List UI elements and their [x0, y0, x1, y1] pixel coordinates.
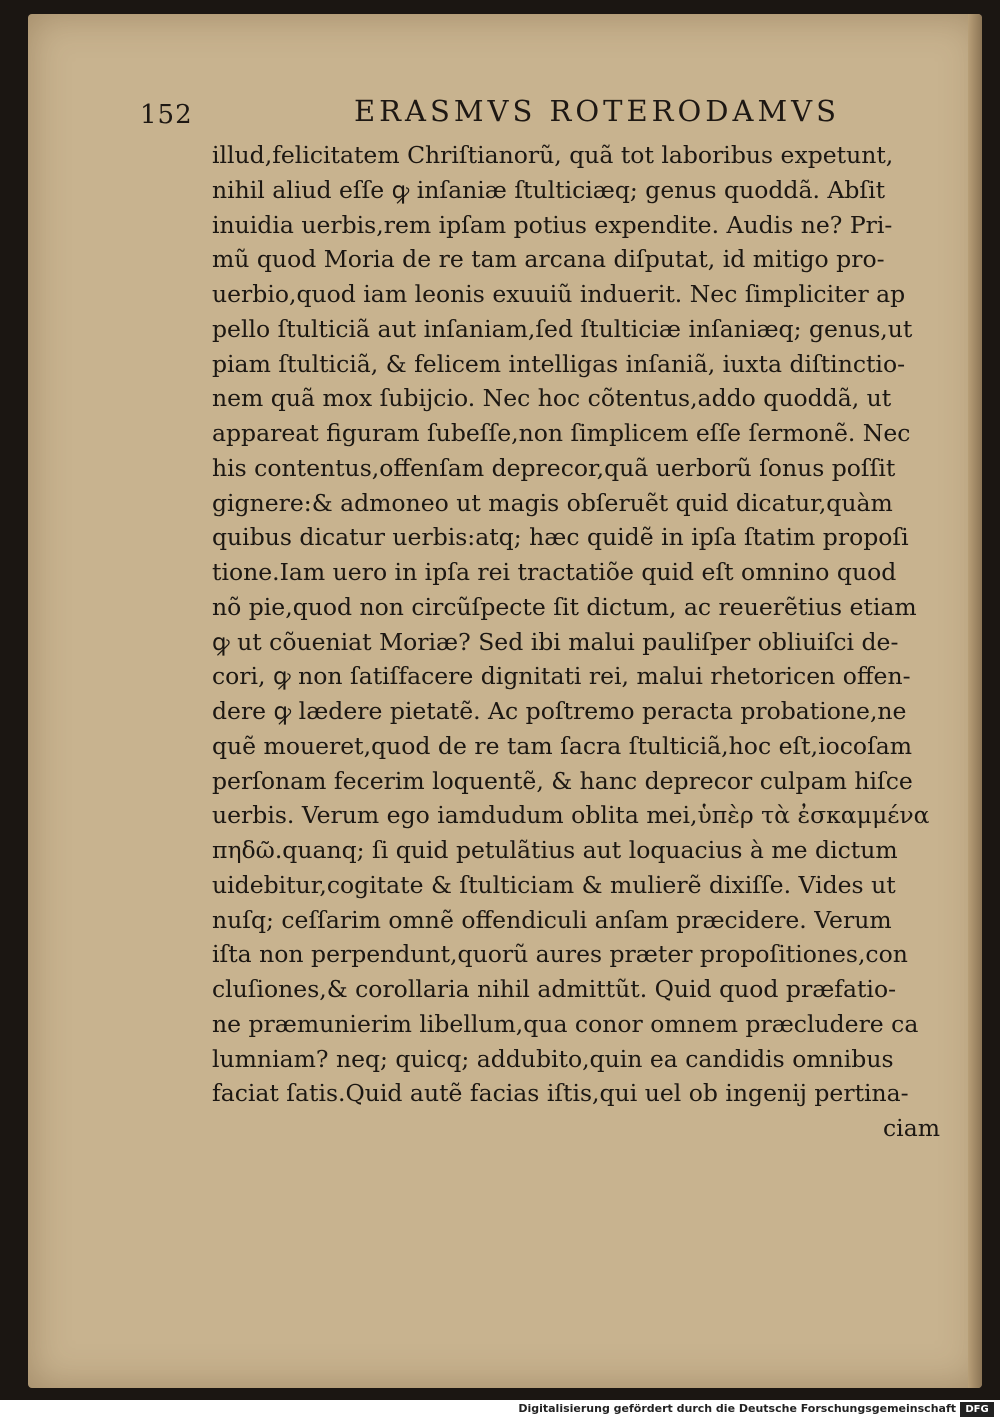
text-line: quibus dicatur uerbis:atq; hæc quidẽ in ipſa ſtatim propoſi — [212, 523, 909, 552]
dfg-logo-icon: DFG — [960, 1402, 994, 1417]
text-line: uidebitur,cogitate & ſtulticiam & mulierẽ dixiſſe. Vides ut — [212, 870, 896, 899]
text-line: uerbio,quod iam leonis exuuiũ induerit. Nec ſimpliciter ap — [212, 280, 906, 308]
text-line: iſta non perpendunt,quorũ aures præter propoſitiones,con — [212, 940, 908, 969]
text-line: quẽ moueret,quod de re tam ſacra ſtulticiã,hoc eſt,iocoſam — [212, 731, 913, 760]
text-line: ꝙ ut cõueniat Moriæ? Sed ibi malui pauliſper obliuiſci de- — [212, 627, 899, 656]
text-line: nihil aliud eſſe ꝙ inſaniæ ſtulticiæq; genus quoddã. Abſit — [212, 175, 886, 204]
text-line: lumniam? neq; quicq; addubito,quin ea candidis omnibus — [212, 1044, 894, 1073]
text-line: faciat ſatis.Quid autẽ facias iſtis,qui uel ob ingenij pertina- — [212, 1079, 909, 1108]
text-block — [212, 138, 940, 1146]
text-line: nem quã mox ſubijcio. Nec hoc cõtentus,addo quoddã, ut — [212, 384, 892, 413]
text-line: dere ꝙ lædere pietatẽ. Ac poſtremo peracta probatione,ne — [212, 697, 907, 725]
text-line: uerbis. Verum ego iamdudum oblita mei,ὑπὲρ τὰ ἐσκαμμένα — [212, 801, 930, 830]
page-edge — [968, 14, 982, 1388]
text-line: pello ſtulticiã aut inſaniam,ſed ſtulticiæ inſaniæq; genus,ut — [212, 314, 913, 343]
text-line: appareat figuram ſubeſſe,non ſimplicem eſſe ſermonẽ. Nec — [212, 419, 911, 447]
text-line: nuſq; ceſſarim omnẽ offendiculi anſam præcidere. Verum — [212, 905, 892, 934]
running-head — [140, 94, 940, 134]
funding-credit: Digitalisierung gefördert durch die Deutsche Forschungsgemeinschaft — [518, 1402, 956, 1415]
footer-bar — [0, 1400, 1000, 1420]
text-line: illud,felicitatem Chriſtianorũ, quã tot laboribus expetunt, — [212, 141, 894, 169]
text-line: πηδῶ.quanq; ſi quid petulãtius aut loquacius à me dictum — [212, 836, 898, 864]
text-line: mũ quod Moria de re tam arcana diſputat, id mitigo pro- — [212, 245, 885, 274]
running-head-title: ERASMVS ROTERODAMVS — [354, 94, 840, 128]
page-number: 152 — [140, 100, 193, 130]
text-line: inuidia uerbis,rem ipſam potius expendite. Audis ne? Pri- — [212, 210, 893, 239]
text-line: tione.Iam uero in ipſa rei tractatiõe quid eſt omnino quod — [212, 558, 897, 586]
catchword: ciam — [883, 1114, 940, 1142]
text-line: piam ſtulticiã, & felicem intelligas inſaniã, iuxta diſtinctio- — [212, 349, 906, 378]
text-line: cori, ꝙ non ſatiſfacere dignitati rei, malui rhetoricen offen- — [212, 662, 911, 691]
text-line: perſonam fecerim loquentẽ, & hanc deprecor culpam hiſce — [212, 766, 913, 795]
text-line: nõ pie,quod non circũſpecte ſit dictum, ac reuerẽtius etiam — [212, 592, 917, 621]
text-line: gignere:& admoneo ut magis obſeruẽt quid dicatur,quàm — [212, 488, 893, 517]
text-line: his contentus,offenſam deprecor,quã uerborũ ſonus poſſit — [212, 453, 896, 482]
text-line: cluſiones,& corollaria nihil admittũt. Quid quod præfatio- — [212, 975, 897, 1003]
text-line: ne præmunierim libellum,qua conor omnem præcludere ca — [212, 1009, 919, 1038]
